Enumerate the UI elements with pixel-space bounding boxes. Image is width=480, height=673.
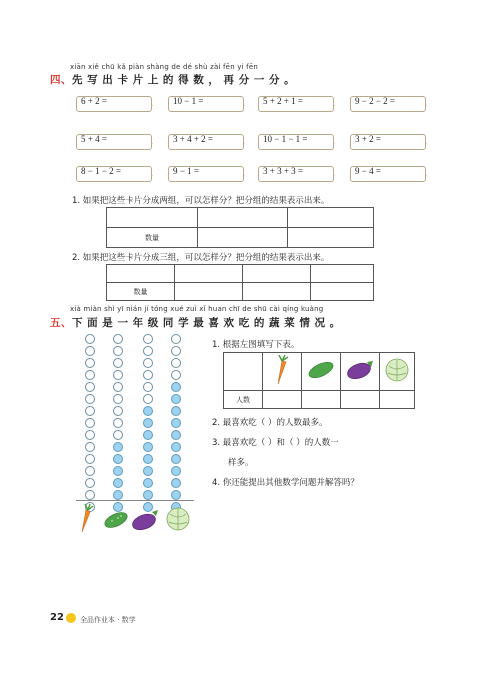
empty-circle bbox=[85, 466, 95, 476]
card-expression: 9 − 2 − 2 = bbox=[355, 96, 395, 106]
empty-circle bbox=[171, 334, 181, 344]
section4-pinyin: xiān xiě chū kǎ piàn shàng de dé shù zài fēn yi fēn bbox=[70, 63, 258, 71]
empty-circle bbox=[113, 358, 123, 368]
expression-card[interactable] bbox=[74, 162, 154, 182]
empty-circle bbox=[113, 334, 123, 344]
section5-title: 下 面 是 一 年 级 同 学 最 喜 欢 吃 的 蔬 菜 情 况 。 bbox=[72, 317, 341, 329]
filled-circle bbox=[171, 490, 181, 500]
empty-circle bbox=[85, 490, 95, 500]
empty-circle bbox=[143, 358, 153, 368]
empty-circle bbox=[143, 382, 153, 392]
empty-circle bbox=[85, 370, 95, 380]
empty-circle bbox=[113, 418, 123, 428]
expression-card[interactable] bbox=[166, 162, 246, 182]
filled-circle bbox=[171, 418, 181, 428]
section5-pinyin: xià miàn shì yī nián jí tóng xué zuì xǐ huan chī de shū cài qíng kuàng bbox=[70, 305, 324, 313]
empty-circle bbox=[85, 418, 95, 428]
filled-circle bbox=[171, 382, 181, 392]
card-expression: 3 + 4 + 2 = bbox=[173, 134, 213, 144]
empty-circle bbox=[85, 430, 95, 440]
carrot-icon bbox=[272, 355, 292, 385]
filled-circle bbox=[171, 394, 181, 404]
section4-heading bbox=[50, 72, 295, 87]
empty-circle bbox=[113, 346, 123, 356]
cabbage-column bbox=[380, 353, 415, 391]
table-cell[interactable] bbox=[107, 208, 198, 228]
cucumber-icon bbox=[103, 509, 130, 530]
card-expression: 5 + 4 = bbox=[81, 134, 107, 144]
section5-question1: 1. 根据左图填写下表。 bbox=[212, 340, 300, 350]
count-cell[interactable] bbox=[341, 391, 380, 409]
count-cell[interactable] bbox=[302, 391, 341, 409]
card-expression: 10 − 1 − 1 = bbox=[263, 134, 308, 144]
filled-circle bbox=[113, 454, 123, 464]
expression-card[interactable] bbox=[74, 92, 154, 112]
quantity-label: 数量 bbox=[107, 283, 175, 301]
page-number: 22 bbox=[50, 612, 64, 623]
count-label: 人数 bbox=[224, 391, 263, 409]
filled-circle bbox=[171, 406, 181, 416]
filled-circle bbox=[113, 478, 123, 488]
filled-circle bbox=[171, 466, 181, 476]
section5-question3-continued: 样多。 bbox=[228, 458, 254, 468]
expression-card[interactable] bbox=[348, 92, 428, 112]
table-corner bbox=[224, 353, 263, 391]
filled-circle bbox=[143, 418, 153, 428]
filled-circle bbox=[143, 466, 153, 476]
grouping-table-two bbox=[106, 207, 374, 248]
filled-circle bbox=[143, 430, 153, 440]
filled-circle bbox=[171, 430, 181, 440]
carrot-icon bbox=[82, 504, 93, 532]
cabbage-icon bbox=[167, 508, 189, 530]
empty-circle bbox=[85, 382, 95, 392]
count-cell[interactable] bbox=[380, 391, 415, 409]
card-expression: 3 + 3 + 3 = bbox=[263, 166, 303, 176]
empty-circle bbox=[143, 346, 153, 356]
empty-circle bbox=[143, 370, 153, 380]
filled-circle bbox=[113, 466, 123, 476]
empty-circle bbox=[171, 358, 181, 368]
empty-circle bbox=[85, 406, 95, 416]
expression-card[interactable] bbox=[256, 130, 336, 150]
table-cell[interactable] bbox=[175, 283, 243, 301]
filled-circle bbox=[143, 478, 153, 488]
table-cell[interactable] bbox=[243, 265, 311, 283]
empty-circle bbox=[143, 394, 153, 404]
quantity-label: 数量 bbox=[107, 228, 198, 248]
empty-circle bbox=[171, 370, 181, 380]
footer-book-title: 全品作业本 · 数学 bbox=[80, 616, 136, 624]
carrot-column bbox=[263, 353, 302, 391]
empty-circle bbox=[85, 358, 95, 368]
expression-card[interactable] bbox=[166, 92, 246, 112]
expression-card[interactable] bbox=[256, 92, 336, 112]
filled-circle bbox=[113, 442, 123, 452]
table-cell[interactable] bbox=[175, 265, 243, 283]
section4-number: 四、 bbox=[50, 74, 72, 86]
empty-circle bbox=[113, 370, 123, 380]
table-cell[interactable] bbox=[311, 265, 374, 283]
empty-circle bbox=[85, 334, 95, 344]
empty-circle bbox=[113, 406, 123, 416]
empty-circle bbox=[85, 346, 95, 356]
grouping-table-three bbox=[106, 264, 374, 301]
filled-circle bbox=[143, 490, 153, 500]
empty-circle bbox=[171, 346, 181, 356]
filled-circle bbox=[143, 442, 153, 452]
card-expression: 9 − 4 = bbox=[355, 166, 381, 176]
card-expression: 5 + 2 + 1 = bbox=[263, 96, 303, 106]
section5-question3: 3. 最喜欢吃（ ）和（ ）的人数一 bbox=[212, 438, 339, 448]
filled-circle bbox=[113, 490, 123, 500]
empty-circle bbox=[85, 478, 95, 488]
table-cell[interactable] bbox=[288, 208, 374, 228]
card-expression: 6 + 2 = bbox=[81, 96, 107, 106]
expression-card[interactable] bbox=[348, 130, 428, 150]
filled-circle bbox=[171, 442, 181, 452]
table-cell[interactable] bbox=[243, 283, 311, 301]
section5-number: 五、 bbox=[50, 317, 72, 329]
empty-circle bbox=[85, 442, 95, 452]
count-cell[interactable] bbox=[263, 391, 302, 409]
card-expression: 8 − 1 − 2 = bbox=[81, 166, 121, 176]
section4-title: 先 写 出 卡 片 上 的 得 数 ， 再 分 一 分 。 bbox=[72, 74, 296, 86]
eggplant-column bbox=[341, 353, 380, 391]
card-expression: 3 + 2 = bbox=[355, 134, 381, 144]
cucumber-column bbox=[302, 353, 341, 391]
filled-circle bbox=[171, 478, 181, 488]
expression-card[interactable] bbox=[166, 130, 246, 150]
card-expression: 9 − 1 = bbox=[173, 166, 199, 176]
filled-circle bbox=[143, 454, 153, 464]
empty-circle bbox=[85, 394, 95, 404]
empty-circle bbox=[143, 334, 153, 344]
filled-circle bbox=[171, 454, 181, 464]
cabbage-icon bbox=[385, 358, 409, 382]
expression-card[interactable] bbox=[74, 130, 154, 150]
table-cell[interactable] bbox=[107, 265, 175, 283]
cucumber-icon bbox=[307, 360, 335, 380]
vegetable-count-table bbox=[223, 352, 415, 409]
empty-circle bbox=[113, 394, 123, 404]
table-cell[interactable] bbox=[311, 283, 374, 301]
empty-circle bbox=[113, 382, 123, 392]
baseline-divider bbox=[76, 500, 194, 501]
card-expression: 10 − 1 = bbox=[173, 96, 204, 106]
expression-card[interactable] bbox=[256, 162, 336, 182]
empty-circle bbox=[85, 454, 95, 464]
section5-question2: 2. 最喜欢吃（ ）的人数最多。 bbox=[212, 418, 328, 428]
table-cell[interactable] bbox=[288, 228, 374, 248]
expression-card[interactable] bbox=[348, 162, 428, 182]
star-logo-icon bbox=[66, 613, 76, 623]
section5-question4: 4. 你还能提出其他数学问题并解答吗？ bbox=[212, 478, 359, 488]
table-cell[interactable] bbox=[198, 228, 288, 248]
section5-heading bbox=[50, 315, 341, 330]
filled-circle bbox=[143, 406, 153, 416]
table-cell[interactable] bbox=[198, 208, 288, 228]
section4-question2: 2. 如果把这些卡片分成三组，可以怎样分？把分组的结果表示出来。 bbox=[72, 253, 330, 263]
empty-circle bbox=[113, 430, 123, 440]
vegetable-row bbox=[74, 502, 194, 536]
eggplant-icon bbox=[130, 510, 158, 533]
section4-question1: 1. 如果把这些卡片分成两组，可以怎样分？把分组的结果表示出来。 bbox=[72, 196, 330, 206]
eggplant-icon bbox=[346, 360, 374, 380]
